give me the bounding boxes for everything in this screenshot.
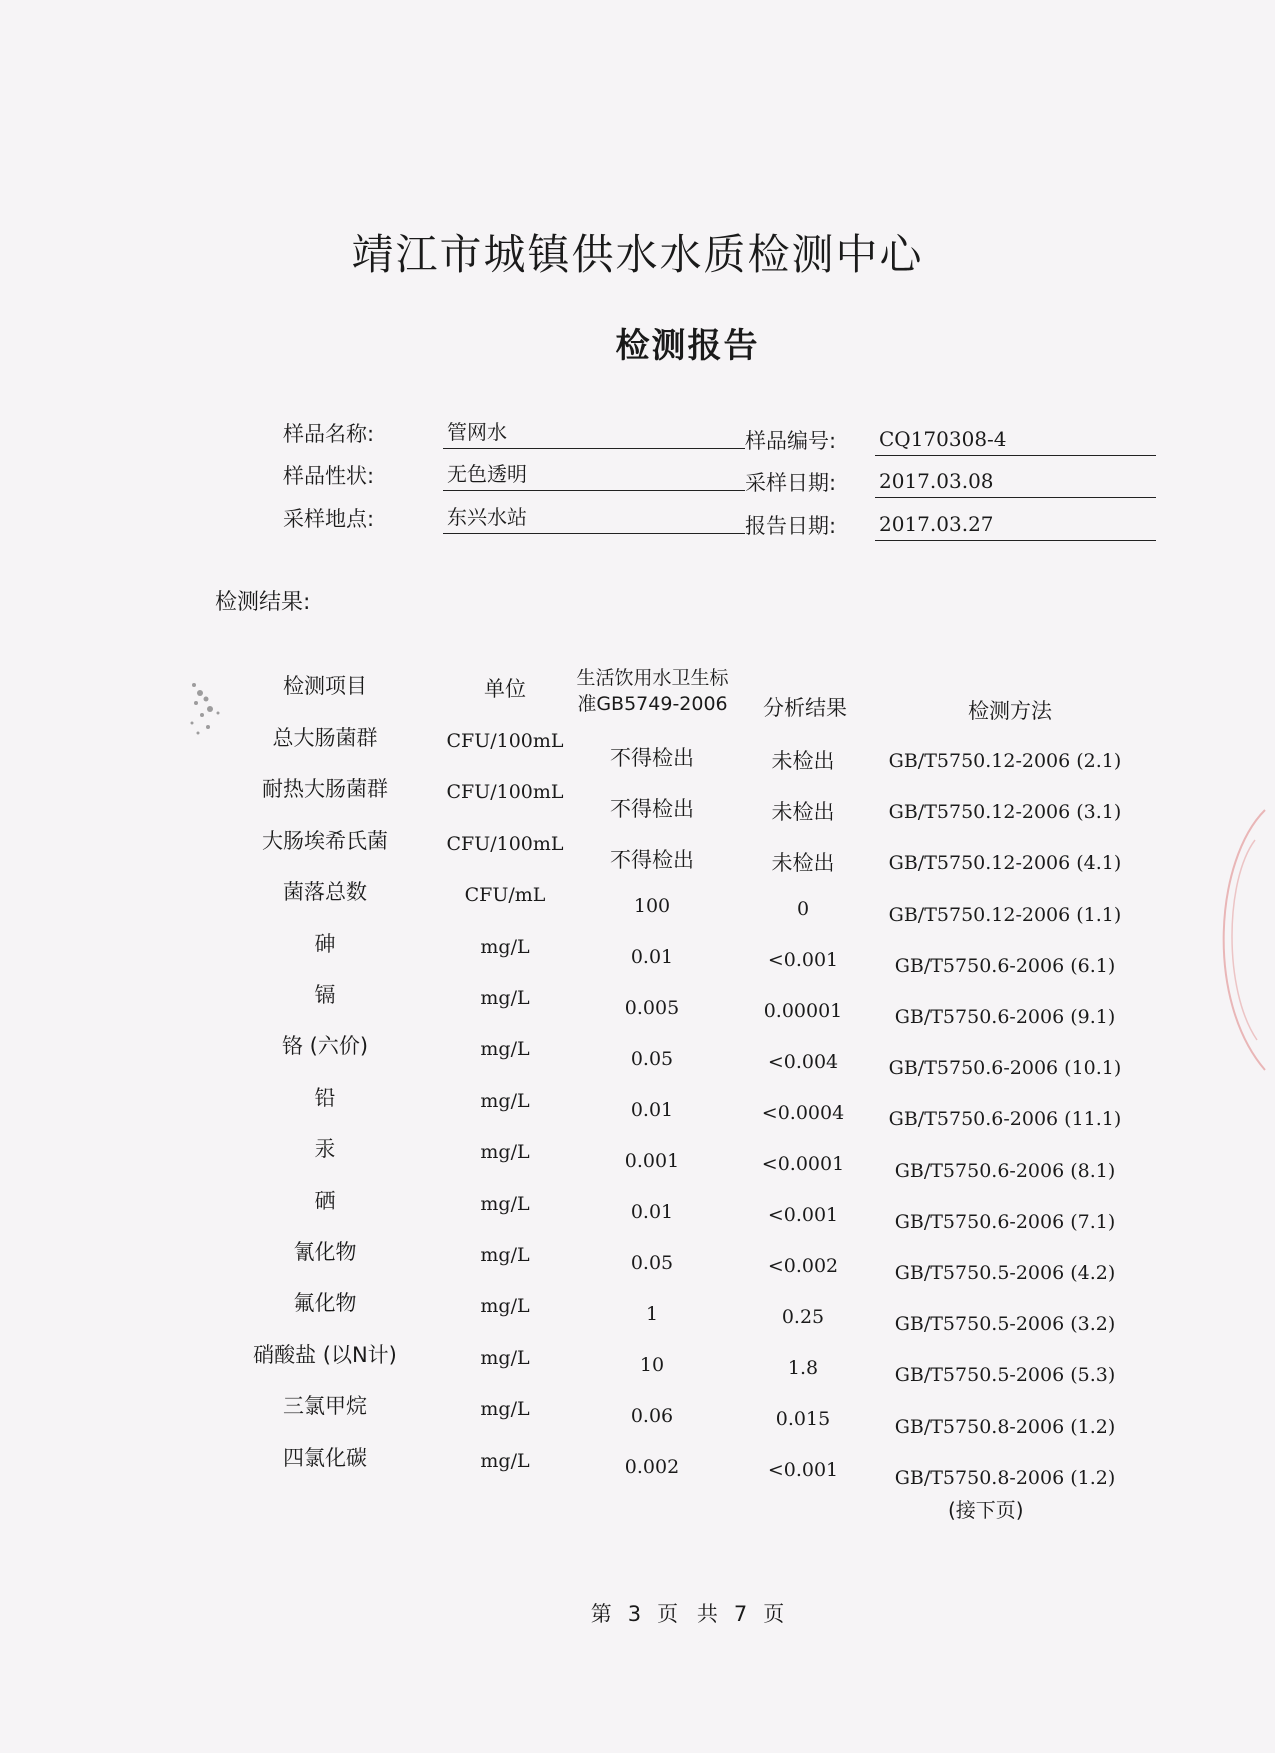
cell-result: 未检出 [771,800,835,824]
cell-item: 硝酸盐 (以N计) [253,1343,397,1367]
cell-result: 未检出 [771,851,835,875]
cell-standard: 0.05 [630,1048,674,1070]
cell-result: <0.001 [767,1459,839,1481]
cell-item: 大肠埃希氏菌 [262,829,388,853]
cell-unit: mg/L [480,1295,530,1317]
cell-standard: 0.01 [630,1099,674,1121]
cell-standard: 0.06 [630,1405,674,1427]
cell-unit: mg/L [480,1038,530,1060]
cell-unit: mg/L [480,1244,530,1266]
cell-method: GB/T5750.5-2006 (5.3) [894,1364,1116,1386]
sample-number-label: 样品编号: [745,429,837,453]
header-standard-line1: 生活饮用水卫生标 [576,667,729,689]
header-standard [555,665,750,717]
cell-item: 汞 [314,1137,336,1161]
header-standard-line2: 准GB5749-2006 [577,693,728,715]
header-method: 检测方法 [968,699,1052,723]
cell-item: 三氯甲烷 [283,1394,367,1418]
cell-item: 硒 [314,1189,336,1213]
cell-result: <0.002 [767,1255,839,1277]
sample-property-label: 样品性状: [283,464,375,488]
footer-prefix: 第 [590,1602,612,1626]
cell-unit: CFU/100mL [446,833,564,855]
cell-result: <0.001 [767,1204,839,1226]
cell-standard: 0.001 [624,1150,680,1172]
cell-standard: 不得检出 [610,746,694,770]
cell-result: <0.001 [767,949,839,971]
sampling-location-value: 东兴水站 [443,503,745,534]
cell-result: 0 [796,898,810,920]
sampling-date-label: 采样日期: [745,471,837,495]
cell-standard: 0.05 [630,1252,674,1274]
cell-item: 氟化物 [293,1291,357,1315]
cell-unit: mg/L [480,987,530,1009]
red-seal-stamp [1195,800,1275,1080]
cell-standard: 100 [633,895,671,917]
cell-unit: mg/L [480,1090,530,1112]
cell-unit: mg/L [480,1193,530,1215]
header-item: 检测项目 [283,674,367,698]
continue-note: (接下页) [948,1498,1024,1522]
cell-item: 铅 [314,1086,336,1110]
cell-method: GB/T5750.5-2006 (3.2) [894,1313,1116,1335]
cell-item: 砷 [314,932,336,956]
sample-property-value: 无色透明 [443,460,745,491]
cell-standard: 0.002 [624,1456,680,1478]
cell-standard: 0.01 [630,1201,674,1223]
cell-unit: CFU/100mL [446,730,564,752]
cell-result: 1.8 [787,1357,819,1379]
footer-suffix: 页 [763,1602,785,1626]
cell-method: GB/T5750.12-2006 (2.1) [888,750,1122,772]
cell-method: GB/T5750.6-2006 (8.1) [894,1160,1116,1182]
header-result: 分析结果 [763,696,847,720]
cell-method: GB/T5750.6-2006 (6.1) [894,955,1116,977]
cell-unit: mg/L [480,1398,530,1420]
cell-item: 镉 [314,983,336,1007]
cell-result: 0.015 [775,1408,831,1430]
footer-total-pages: 7 [733,1602,748,1626]
ink-smudge [180,675,240,745]
report-title: 检测报告 [615,326,760,366]
cell-standard: 不得检出 [610,797,694,821]
cell-method: GB/T5750.6-2006 (9.1) [894,1006,1116,1028]
cell-result: <0.0001 [761,1153,845,1175]
cell-item: 氰化物 [293,1240,357,1264]
sample-name-label: 样品名称: [283,422,375,446]
cell-method: GB/T5750.8-2006 (1.2) [894,1416,1116,1438]
cell-unit: mg/L [480,936,530,958]
results-section-label: 检测结果: [215,590,311,615]
cell-unit: mg/L [480,1450,530,1472]
cell-unit: mg/L [480,1347,530,1369]
cell-method: GB/T5750.5-2006 (4.2) [894,1262,1116,1284]
footer-middle: 页 共 [657,1602,718,1626]
cell-method: GB/T5750.6-2006 (10.1) [888,1057,1122,1079]
cell-result: <0.0004 [761,1102,845,1124]
sample-name-value: 管网水 [443,418,745,449]
cell-result: 0.00001 [763,1000,843,1022]
cell-standard: 0.01 [630,946,674,968]
cell-method: GB/T5750.12-2006 (4.1) [888,852,1122,874]
cell-result: 0.25 [781,1306,825,1328]
report-date-label: 报告日期: [745,514,837,538]
cell-standard: 10 [639,1354,665,1376]
report-date-value: 2017.03.27 [875,510,1156,541]
cell-standard: 不得检出 [610,848,694,872]
footer-current-page: 3 [627,1602,642,1626]
cell-standard: 1 [645,1303,659,1325]
cell-method: GB/T5750.12-2006 (1.1) [888,904,1122,926]
cell-item: 菌落总数 [283,880,367,904]
cell-result: <0.004 [767,1051,839,1073]
sampling-date-value: 2017.03.08 [875,467,1156,498]
organization-title: 靖江市城镇供水水质检测中心 [351,230,924,279]
cell-method: GB/T5750.8-2006 (1.2) [894,1467,1116,1489]
header-unit: 单位 [484,677,526,701]
cell-unit: mg/L [480,1141,530,1163]
page-footer [0,1598,1275,1628]
sampling-location-label: 采样地点: [283,507,375,531]
cell-unit: CFU/mL [464,884,546,906]
cell-item: 耐热大肠菌群 [262,777,388,801]
cell-result: 未检出 [771,749,835,773]
cell-method: GB/T5750.12-2006 (3.1) [888,801,1122,823]
cell-unit: CFU/100mL [446,781,564,803]
cell-item: 总大肠菌群 [272,726,378,750]
sample-number-value: CQ170308-4 [875,425,1156,456]
cell-method: GB/T5750.6-2006 (7.1) [894,1211,1116,1233]
cell-method: GB/T5750.6-2006 (11.1) [888,1108,1122,1130]
cell-item: 铬 (六价) [281,1034,369,1058]
cell-standard: 0.005 [624,997,680,1019]
cell-item: 四氯化碳 [283,1446,367,1470]
